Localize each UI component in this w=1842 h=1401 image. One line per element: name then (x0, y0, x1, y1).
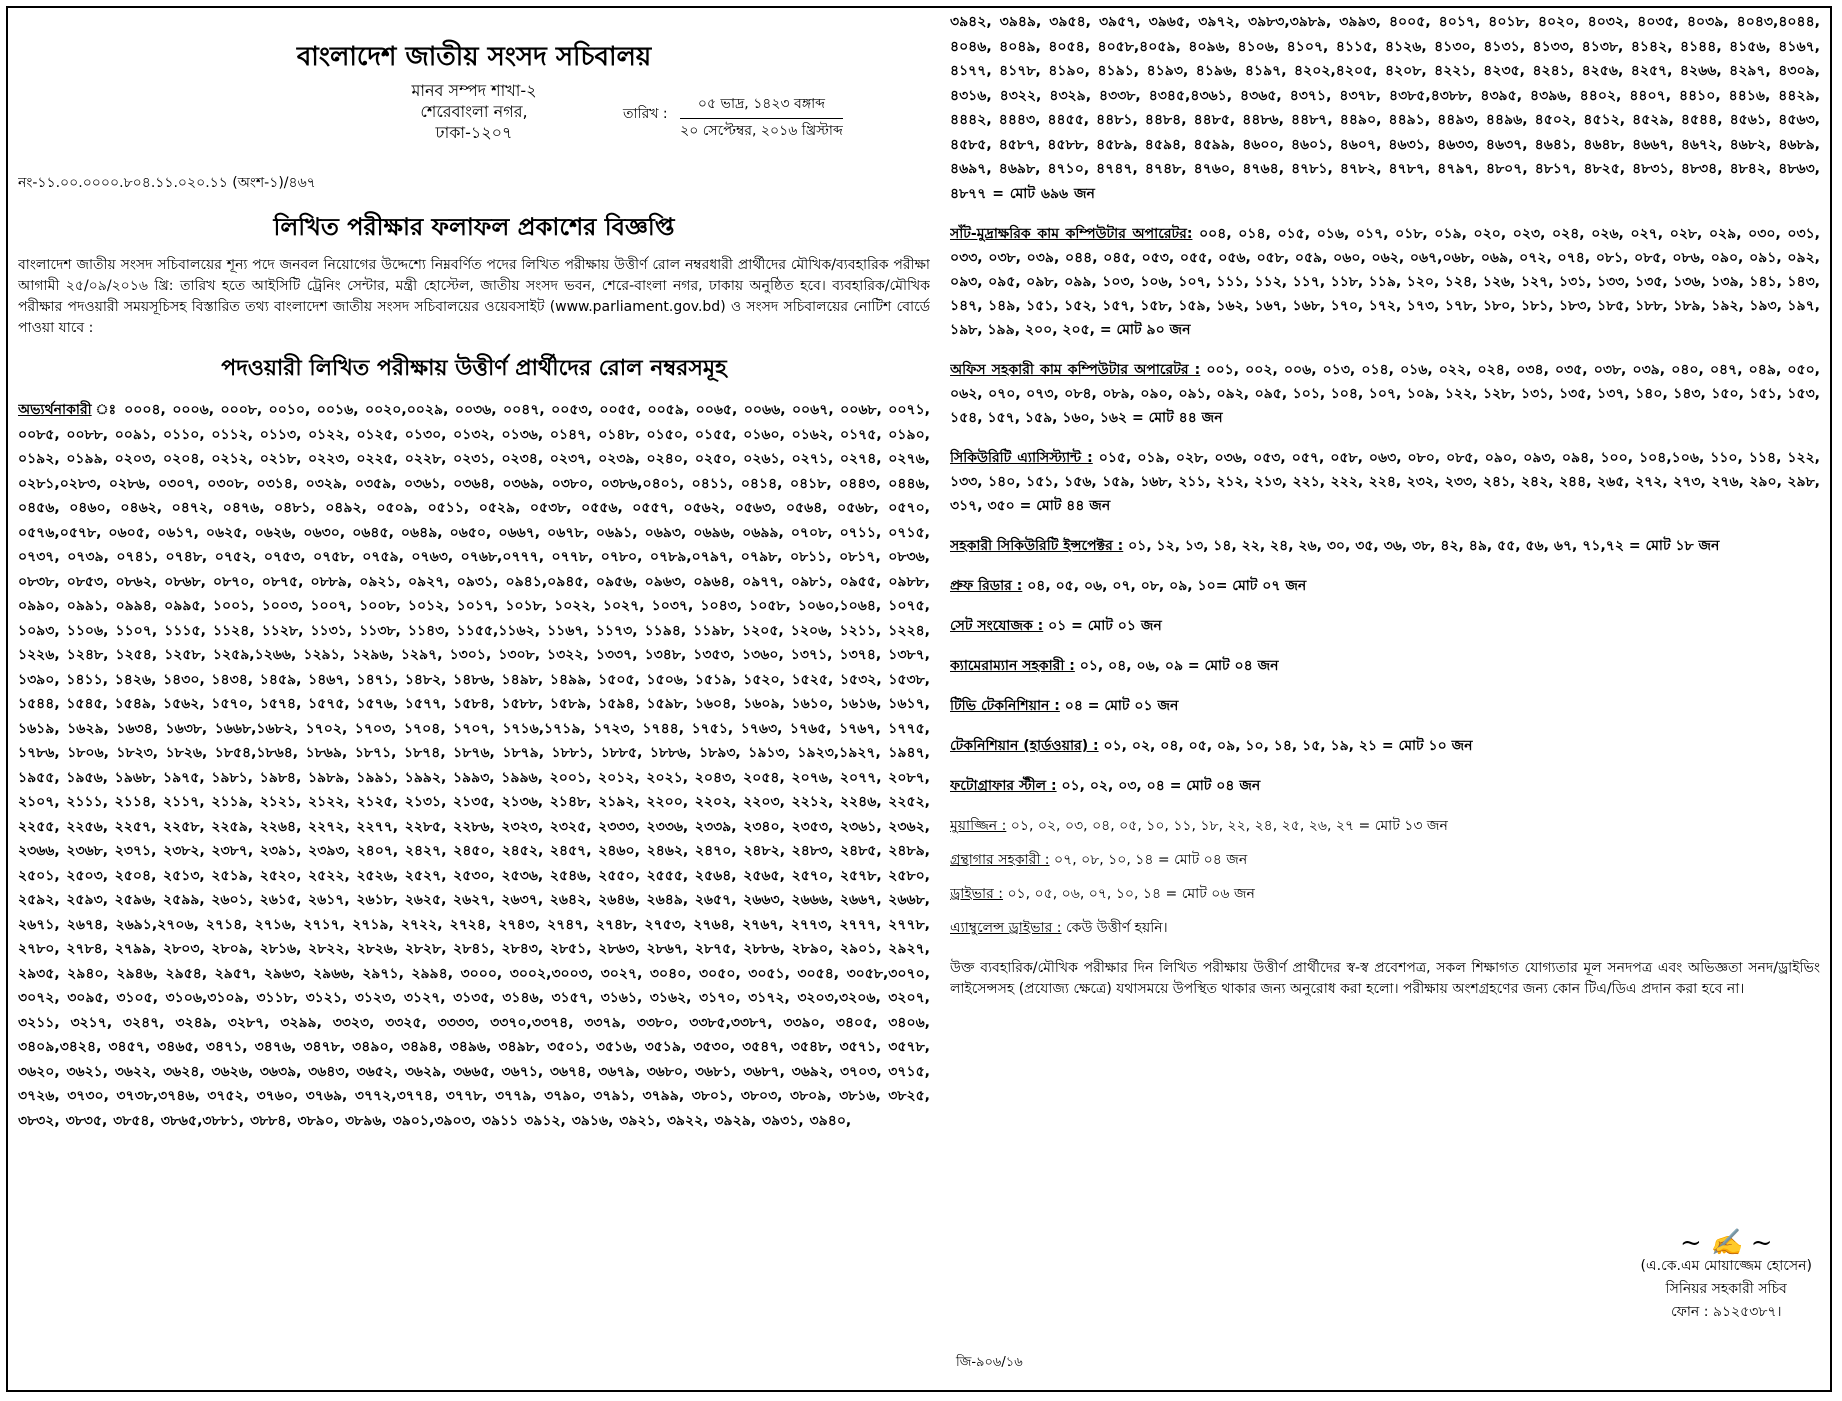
post-rolls: ০১, ০৫, ০৬, ০৭, ১০, ১৪ = মোট ০৬ জন (1007, 886, 1255, 902)
post-label: এ্যাম্বুলেন্স ড্রাইভার : (950, 920, 1062, 936)
post-rolls: ০৪ = মোট ০১ জন (1064, 698, 1179, 714)
date-label: তারিখ : (623, 106, 668, 122)
results-subtitle: পদওয়ারী লিখিত পরীক্ষায় উত্তীর্ণ প্রার্থীদের রোল নম্বরসমূহ (221, 355, 727, 381)
receptionist-rolls-continued: ৩৯৪২, ৩৯৪৯, ৩৯৫৪, ৩৯৫৭, ৩৯৬৫, ৩৯৭২, ৩৯৮৩,৩৯৮৯, ৩৯৯৩, ৪০০৫, ৪০১৭, ৪০১৮, ৪০২০, ৪০৩২, ৪০৩৫, ৪০৩৯, ৪০৪৩,৪০৪৪, ৪০৪৬, ৪০৪৯, ৪০৫৪, ৪০৫৮,৪০৫৯, ৪০৯৬, ৪১০৬, ৪১০৭, ৪১১৫, ৪১২৬, ৪১৩০, ৪১৩১, ৪১৩৩, ৪১৩৮, ৪১৪২, ৪১৪৪, ৪১৫৬, ৪১৬৭, ৪১৭৭, ৪১৭৮, ৪১৯০, ৪১৯১, ৪১৯৩, ৪১৯৬, ৪১৯৭, ৪২০২,৪২০৫, ৪২০৮, ৪২২১, ৪২৩৫, ৪২৪১, ৪২৫৬, ৪২৫৭, ৪২৬৬, ৪২৯৭, ৪৩০৯, ৪৩১৬, ৪৩২২, ৪৩২৯, ৪৩৩৮, ৪৩৪৫,৪৩৬১, ৪৩৬৫, ৪৩৭১, ৪৩৭৮, ৪৩৮৫,৪৩৮৮, ৪৩৯৫, ৪৩৯৬, ৪৪০২, ৪৪০৭, ৪৪১০, ৪৪১৬, ৪৪২৯, ৪৪৪২, ৪৪৪৩, ৪৪৫৫, ৪৪৮১, ৪৪৮৪, ৪৪৮৫, ৪৪৮৬, ৪৪৮৭, ৪৪৯০, ৪৪৯১, ৪৪৯৩, ৪৪৯৬, ৪৫০২, ৪৫১২, ৪৫২৯, ৪৫৪৪, ৪৫৬১, ৪৫৬৩, ৪৫৮৫, ৪৫৮৭, ৪৫৮৮, ৪৫৮৯, ৪৫৯৪, ৪৫৯৯, ৪৬০০, ৪৬০১, ৪৬০৭, ৪৬৩১, ৪৬৩৩, ৪৬৩৭, ৪৬৪১, ৪৬৪৮, ৪৬৬৭, ৪৬৭২, ৪৬৮২, ৪৬৮৯, ৪৬৯৭, ৪৬৯৮, ৪৭১০, ৪৭৪৭, ৪৭৪৮, ৪৭৬০, ৪৭৬৪, ৪৭৮১, ৪৭৮২, ৪৭৮৭, ৪৭৯৭, ৪৮০৭, ৪৮১৭, ৪৮২৫, ৪৮৩১, ৪৮৩৪, ৪৮৪২, ৪৮৬৩, ৪৮৭৭ = মোট ৬৯৬ জন (950, 14, 1820, 202)
org-name: বাংলাদেশ জাতীয় সংসদ সচিবালয় (296, 42, 652, 72)
post-section (950, 814, 1820, 838)
right-column (950, 10, 1820, 1390)
receptionist-label: অভ্যর্থনাকারী (18, 402, 92, 418)
receptionist-roll-list: ০০০৪, ০০০৬, ০০০৮, ০০১০, ০০১৬, ০০২০,০০২৯, ০০৩৬, ০০৪৭, ০০৫৩, ০০৫৫, ০০৫৯, ০০৬৫, ০০৬৬, ০০৬৭, ০০৬৮, ০০৭১, ০০৮৫, ০০৮৮, ০০৯১, ০১১০, ০১১২, ০১১৩, ০১২২, ০১২৫, ০১৩০, ০১৩২, ০১৩৬, ০১৪৭, ০১৪৮, ০১৫০, ০১৫৫, ০১৬০, ০১৬২, ০১৭৫, ০১৯০, ০১৯২, ০১৯৯, ০২০৩, ০২০৪, ০২১২, ০২১৮, ০২২৩, ০২২৫, ০২২৮, ০২৩১, ০২৩৪, ০২৩৭, ০২৩৯, ০২৪০, ০২৫০, ০২৬১, ০২৭১, ০২৭৪, ০২৭৬, ০২৮১,০২৮৩, ০২৮৬, ০৩০৭, ০৩০৮, ০৩১৪, ০৩২৯, ০৩৫৯, ০৩৬১, ০৩৬৪, ০৩৬৯, ০৩৮০, ০৩৮৬,০৪০১, ০৪১১, ০৪১৪, ০৪১৮, ০৪৪৩, ০৪৪৬, ০৪৫৬, ০৪৬০, ০৪৬২, ০৪৭২, ০৪৭৬, ০৪৮১, ০৪৯২, ০৫০৯, ০৫১১, ০৫২৯, ০৫৩৮, ০৫৫৬, ০৫৫৭, ০৫৬২, ০৫৬৩, ০৫৬৪, ০৫৬৮, ০৫৭০, ০৫৭৬,০৫৭৮, ০৬০৫, ০৬১৭, ০৬২৫, ০৬২৬, ০৬৩০, ০৬৪৫, ০৬৪৯, ০৬৫০, ০৬৬৭, ০৬৭৮, ০৬৯১, ০৬৯৩, ০৬৯৬, ০৬৯৯, ০৭০৮, ০৭১১, ০৭১৫, ০৭৩৭, ০৭৩৯, ০৭৪১, ০৭৪৮, ০৭৫২, ০৭৫৩, ০৭৫৮, ০৭৫৯, ০৭৬৩, ০৭৬৮,০৭৭৭, ০৭৭৮, ০৭৮০, ০৭৮৯,০৭৯৭, ০৭৯৮, ০৮১১, ০৮১৭, ০৮৩৬, ০৮৩৮, ০৮৫৩, ০৮৬২, ০৮৬৮, ০৮৭০, ০৮৭৫, ০৮৮৯, ০৯২১, ০৯২৭, ০৯৩১, ০৯৪১,০৯৪৫, ০৯৫৬, ০৯৬৩, ০৯৬৪, ০৯৭৭, ০৯৮১, ০৯৫৫, ০৯৮৮, ০৯৯০, ০৯৯১, ০৯৯৪, ০৯৯৫, ১০০১, ১০০৩, ১০০৭, ১০০৮, ১০১২, ১০১৭, ১০১৮, ১০২২, ১০২৭, ১০৩৭, ১০৪৩, ১০৫৮, ১০৬০,১০৬৪, ১০৭৫, ১০৯৩, ১১০৬, ১১০৭, ১১১৫, ১১২৪, ১১২৮, ১১৩১, ১১৩৮, ১১৪৩, ১১৫৫,১১৬২, ১১৬৭, ১১৭৩, ১১৯৪, ১১৯৮, ১২০৫, ১২০৬, ১২১১, ১২২৪, ১২২৬, ১২৪৮, ১২৫৪, ১২৫৮, ১২৫৯,১২৬৬, ১২৯১, ১২৯৬, ১২৯৭, ১৩০১, ১৩০৮, ১৩২২, ১৩৩৭, ১৩৪৮, ১৩৫৩, ১৩৬০, ১৩৭১, ১৩৭৪, ১৩৮৭, ১৩৯০, ১৪১১, ১৪২৬, ১৪৩০, ১৪৩৪, ১৪৫৯, ১৪৬৭, ১৪৭১, ১৪৮২, ১৪৮৬, ১৪৯৮, ১৪৯৯, ১৫০৫, ১৫০৬, ১৫১৯, ১৫২০, ১৫২৫, ১৫৩২, ১৫৩৮, ১৫৪৪, ১৫৪৫, ১৫৪৯, ১৫৬২, ১৫৭০, ১৫৭৪, ১৫৭৫, ১৫৭৬, ১৫৭৭, ১৫৮৪, ১৫৮৮, ১৫৮৯, ১৫৯৪, ১৫৯৮, ১৬০৪, ১৬০৯, ১৬১০, ১৬১৬, ১৬১৭, ১৬১৯, ১৬২৯, ১৬৩৪, ১৬৩৮, ১৬৬৮,১৬৮২, ১৭০২, ১৭০৩, ১৭০৪, ১৭০৭, ১৭১৬,১৭১৯, ১৭২৩, ১৭৪৪, ১৭৫১, ১৭৬৩, ১৭৬৫, ১৭৬৭, ১৭৭৫, ১৭৮৬, ১৮০৬, ১৮২৩, ১৮২৬, ১৮৫৪,১৮৬৪, ১৮৬৯, ১৮৭১, ১৮৭৪, ১৮৭৬, ১৮৭৯, ১৮৮১, ১৮৮৫, ১৮৮৬, ১৮৯৩, ১৯১৩, ১৯২৩,১৯২৭, ১৯৪৭, ১৯৫৫, ১৯৫৬, ১৯৬৮, ১৯৭৫, ১৯৮১, ১৯৮৪, ১৯৮৯, ১৯৯১, ১৯৯২, ১৯৯৩, ১৯৯৬, ২০০১, ২০১২, ২০২১, ২০৪৩, ২০৫৪, ২০৭৬, ২০৭৭, ২০৮৭, ২১০৭, ২১১১, ২১১৪, ২১১৭, ২১১৯, ২১২১, ২১২২, ২১২৫, ২১৩১, ২১৩৫, ২১৩৬, ২১৪৮, ২১৯২, ২২০০, ২২০২, ২২০৩, ২২১২, ২২৪৬, ২২৫২, ২২৫৫, ২২৫৬, ২২৫৭, ২২৫৮, ২২৫৯, ২২৬৪, ২২৭২, ২২৭৭, ২২৮৫, ২২৮৬, ২৩২৩, ২৩২৫, ২৩৩৩, ২৩৩৬, ২৩৩৯, ২৩৪০, ২৩৫৩, ২৩৬১, ২৩৬২, ২৩৬৬, ২৩৬৮, ২৩৭১, ২৩৮২, ২৩৮৭, ২৩৯১, ২৩৯৩, ২৪০৭, ২৪২৭, ২৪৫০, ২৪৫২, ২৪৫৭, ২৪৬০, ২৪৬২, ২৪৭০, ২৪৮২, ২৪৮৩, ২৪৮৫, ২৪৮৯, ২৫০১, ২৫০৩, ২৫০৪, ২৫১৩, ২৫১৯, ২৫২০, ২৫২২, ২৫২৬, ২৫২৭, ২৫৩০, ২৫৩৬, ২৫৪৬, ২৫৫০, ২৫৫৫, ২৫৬৪, ২৫৬৫, ২৫৭০, ২৫৭৮, ২৫৮০, ২৫৯২, ২৫৯৩, ২৫৯৬, ২৫৯৯, ২৬০১, ২৬১৫, ২৬১৭, ২৬১৮, ২৬২৫, ২৬২৭, ২৬৩৭, ২৬৪২, ২৬৪৬, ২৬৪৯, ২৬৫৭, ২৬৬৩, ২৬৬৬, ২৬৬৭, ২৬৬৮, ২৬৭১, ২৬৭৪, ২৬৯১,২৭০৬, ২৭১৪, ২৭১৬, ২৭১৭, ২৭১৯, ২৭২২, ২৭২৪, ২৭৪৩, ২৭৪৭, ২৭৪৮, ২৭৫৩, ২৭৬৪, ২৭৬৭, ২৭৭৩, ২৭৭৭, ২৭৭৮, ২৭৮০, ২৭৮৪, ২৭৯৯, ২৮০৩, ২৮০৯, ২৮১৬, ২৮২২, ২৮২৬, ২৮২৮, ২৮৪১, ২৮৪৩, ২৮৫১, ২৮৬৩, ২৮৬৭, ২৮৭৫, ২৮৮৬, ২৮৯০, ২৯০১, ২৯২৭, ২৯৩৫, ২৯৪০, ২৯৪৬, ২৯৫৪, ২৯৫৭, ২৯৬৩, ২৯৬৬, ২৯৭১, ২৯৯৪, ৩০০০, ৩০০২,৩০০৩, ৩০২৭, ৩০৪০, ৩০৫০, ৩০৫১, ৩০৫৪, ৩০৫৮,৩০৭০, ৩০৭২, ৩০৯৫, ৩১০৫, ৩১০৬,৩১০৯, ৩১১৮, ৩১২১, ৩১২৩, ৩১২৭, ৩১৩৫, ৩১৪৬, ৩১৫৭, ৩১৬১, ৩১৬২, ৩১৭০, ৩১৭২, ৩২০৩,৩২০৬, ৩২০৭, ৩২১১, ৩২১৭, ৩২৪৭, ৩২৪৯, ৩২৮৭, ৩২৯৯, ৩৩২৩, ৩৩২৫, ৩৩৩৩, ৩৩৭০,৩৩৭৪, ৩৩৭৯, ৩৩৮০, ৩৩৮৫,৩৩৮৭, ৩৩৯০, ৩৪০৫, ৩৪০৬, ৩৪০৯,৩৪২৪, ৩৪৫৭, ৩৪৬৫, ৩৪৭১, ৩৪৭৬, ৩৪৭৮, ৩৪৯০, ৩৪৯৪, ৩৪৯৬, ৩৪৯৮, ৩৫০১, ৩৫১৬, ৩৫১৯, ৩৫৩০, ৩৫৪৭, ৩৫৪৮, ৩৫৭১, ৩৫৭৮, ৩৬২০, ৩৬২১, ৩৬২২, ৩৬২৪, ৩৬২৬, ৩৬৩৯, ৩৬৪৩, ৩৬৫২, ৩৬২৯, ৩৬৬৫, ৩৬৭১, ৩৬৭৪, ৩৬৭৯, ৩৬৮০, ৩৬৮১, ৩৬৮৭, ৩৬৯২, ৩৭০৩, ৩৭১৫, ৩৭২৬, ৩৭৩০, ৩৭৩৮,৩৭৪৬, ৩৭৫২, ৩৭৬০, ৩৭৬৯, ৩৭৭২,৩৭৭৪, ৩৭৭৮, ৩৭৭৯, ৩৭৯০, ৩৭৯১, ৩৭৯৯, ৩৮০১, ৩৮০৩, ৩৮০৯, ৩৮১৬, ৩৮২৫, ৩৮৩২, ৩৮৩৫, ৩৮৫৪, ৩৮৬৫,৩৮৮১, ৩৮৮৪, ৩৮৯০, ৩৮৯৬, ৩৯০১,৩৯০৩, ৩৯১১ ৩৯১২, ৩৯১৬, ৩৯২১, ৩৯২২, ৩৯২৯, ৩৯৩১, ৩৯৪০, (18, 402, 930, 1129)
post-rolls: ০১, ০২, ০৪, ০৫, ০৯, ১০, ১৪, ১৫, ১৯, ২১ = মোট ১০ জন (1103, 738, 1473, 754)
post-label: মুয়াজ্জিন : (950, 818, 1007, 834)
post-section (950, 848, 1820, 872)
post-label: টেকনিশিয়ান (হার্ডওয়ার) : (950, 738, 1099, 754)
notice-code: জি-৯০৬/১৬ (956, 1355, 1023, 1370)
left-column (18, 10, 930, 1390)
post-label: সেট সংযোজক : (950, 618, 1044, 634)
post-section (950, 614, 1820, 638)
post-section (950, 574, 1820, 598)
post-rolls: ০১, ০২, ০৩, ০৪, ০৫, ১০, ১১, ১৮, ২২, ২৪, ২৫, ২৬, ২৭ = মোট ১৩ জন (1010, 818, 1448, 834)
post-rolls: ০১, ০৪, ০৬, ০৯ = মোট ০৪ জন (1079, 658, 1279, 674)
instructions-note: উক্ত ব্যবহারিক/মৌখিক পরীক্ষার দিন লিখিত পরীক্ষায় উত্তীর্ণ প্রার্থীদের স্ব-স্ব প্রবেশপত্র, সকল শিক্ষাগত যোগ্যতার মূল সনদপত্র এবং অভিজ্ঞতা সনদ/ড্রাইভিং লাইসেন্সসহ (প্রযোজ্য ক্ষেত্রে) যথাসময়ে উপস্থিত থাকার জন্য অনুরোধ করা হলো। পরীক্ষায় অংশগ্রহণের জন্য কোন টিএ/ডিএ প্রদান করা হবে না। (950, 960, 1820, 997)
post-rolls: ০০১, ০০২, ০০৬, ০১৩, ০১৪, ০১৬, ০২২, ০২৪, ০৩৪, ০৩৫, ০৩৮, ০৩৯, ০৪০, ০৪৭, ০৪৯, ০৫০, ০৬২, ০৭০, ০৭৩, ০৮৪, ০৮৯, ০৯০, ০৯১, ০৯২, ০৯৫, ১০১, ১০৪, ১০৭, ১০৯, ১২২, ১২৮, ১৩১, ১৩৫, ১৩৭, ১৪০, ১৪৩, ১৫০, ১৫১, ১৫৩, ১৫৪, ১৫৭, ১৫৯, ১৬০, ১৬২ = মোট ৪৪ জন (950, 362, 1820, 426)
post-section (950, 358, 1820, 430)
memo-number: নং-১১.০০.০০০০.৮০৪.১১.০২০.১১ (অংশ-১)/৪৬৭ (18, 175, 316, 191)
post-section (950, 916, 1820, 940)
post-section (950, 534, 1820, 558)
signature-block (1640, 1228, 1812, 1324)
signatory-name: (এ.কে.এম মোয়াজ্জেম হোসেন) (1640, 1258, 1812, 1274)
receptionist-rolls: অভ্যর্থনাকারী ঃ ০০০৪, ০০০৬, ০০০৮, ০০১০, ০০১৬, ০০২০,০০২৯, ০০৩৬, ০০৪৭, ০০৫৩, ০০৫৫, ০০৫৯, ০০৬৫, ০০৬৬, ০০৬৭, ০০৬৮, ০০৭১, ০০৮৫, ০০৮৮, ০০৯১, ০১১০, ০১১২, ০১১৩, ০১২২, ০১২৫, ০১৩০, ০১৩২, ০১৩৬, ০১৪৭, ০১৪৮, ০১৫০, ০১৫৫, ০১৬০, ০১৬২, ০১৭৫, ০১৯০, ০১৯২, ০১৯৯, ০২০৩, ০২০৪, ০২১২, ০২১৮, ০২২৩, ০২২৫, ০২২৮, ০২৩১, ০২৩৪, ০২৩৭, ০২৩৯, ০২৪০, ০২৫০, ০২৬১, ০২৭১, ০২৭৪, ০২৭৬, ০২৮১,০২৮৩, ০২৮৬, ০৩০৭, ০৩০৮, ০৩১৪, ০৩২৯, ০৩৫৯, ০৩৬১, ০৩৬৪, ০৩৬৯, ০৩৮০, ০৩৮৬,০৪০১, ০৪১১, ০৪১৪, ০৪১৮, ০৪৪৩, ০৪৪৬, ০৪৫৬, ০৪৬০, ০৪৬২, ০৪৭২, ০৪৭৬, ০৪৮১, ০৪৯২, ০৫০৯, ০৫১১, ০৫২৯, ০৫৩৮, ০৫৫৬, ০৫৫৭, ০৫৬২, ০৫৬৩, ০৫৬৪, ০৫৬৮, ০৫৭০, ০৫৭৬,০৫৭৮, ০৬০৫, ০৬১৭, ০৬২৫, ০৬২৬, ০৬৩০, ০৬৪৫, ০৬৪৯, ০৬৫০, ০৬৬৭, ০৬৭৮, ০৬৯১, ০৬৯৩, ০৬৯৬, ০৬৯৯, ০৭০৮, ০৭১১, ০৭১৫, ০৭৩৭, ০৭৩৯, ০৭৪১, ০৭৪৮, ০৭৫২, ০৭৫৩, ০৭৫৮, ০৭৫৯, ০৭৬৩, ০৭৬৮,০৭৭৭, ০৭৭৮, ০৭৮০, ০৭৮৯,০৭৯৭, ০৭৯৮, ০৮১১, ০৮১৭, ০৮৩৬, ০৮৩৮, ০৮৫৩, ০৮৬২, ০৮৬৮, ০৮৭০, ০৮৭৫, ০৮৮৯, ০৯২১, ০৯২৭, ০৯৩১, ০৯৪১,০৯৪৫, ০৯৫৬, ০৯৬৩, ০৯৬৪, ০৯৭৭, ০৯৮১, ০৯৫৫, ০৯৮৮, ০৯৯০, ০৯৯১, ০৯৯৪, ০৯৯৫, ১০০১, ১০০৩, ১০০৭, ১০০৮, ১০১২, ১০১৭, ১০১৮, ১০২২, ১০২৭, ১০৩৭, ১০৪৩, ১০৫৮, ১০৬০,১০৬৪, ১০৭৫, ১০৯৩, ১১০৬, ১১০৭, ১১১৫, ১১২৪, ১১২৮, ১১৩১, ১১৩৮, ১১৪৩, ১১৫৫,১১৬২, ১১৬৭, ১১৭৩, ১১৯৪, ১১৯৮, ১২০৫, ১২০৬, ১২১১, ১২২৪, ১২২৬, ১২৪৮, ১২৫৪, ১২৫৮, ১২৫৯,১২৬৬, ১২৯১, ১২৯৬, ১২৯৭, ১৩০১, ১৩০৮, ১৩২২, ১৩৩৭, ১৩৪৮, ১৩৫৩, ১৩৬০, ১৩৭১, ১৩৭৪, ১৩৮৭, ১৩৯০, ১৪১১, ১৪২৬, ১৪৩০, ১৪৩৪, ১৪৫৯, ১৪৬৭, ১৪৭১, ১৪৮২, ১৪৮৬, ১৪৯৮, ১৪৯৯, ১৫০৫, ১৫০৬, ১৫১৯, ১৫২০, ১৫২৫, ১৫৩২, ১৫৩৮, ১৫৪৪, ১৫৪৫, ১৫৪৯, ১৫৬২, ১৫৭০, ১৫৭৪, ১৫৭৫, ১৫৭৬, ১৫৭৭, ১৫৮৪, ১৫৮৮, ১৫৮৯, ১৫৯৪, ১৫৯৮, ১৬০৪, ১৬০৯, ১৬১০, ১৬১৬, ১৬১৭, ১৬১৯, ১৬২৯, ১৬৩৪, ১৬৩৮, ১৬৬৮,১৬৮২, ১৭০২, ১৭০৩, ১৭০৪, ১৭০৭, ১৭১৬,১৭১৯, ১৭২৩, ১৭৪৪, ১৭৫১, ১৭৬৩, ১৭৬৫, ১৭৬৭, ১৭৭৫, ১৭৮৬, ১৮০৬, ১৮২৩, ১৮২৬, ১৮৫৪,১৮৬৪, ১৮৬৯, ১৮৭১, ১৮৭৪, ১৮৭৬, ১৮৭৯, ১৮৮১, ১৮৮৫, ১৮৮৬, ১৮৯৩, ১৯১৩, ১৯২৩,১৯২৭, ১৯৪৭, ১৯৫৫, ১৯৫৬, ১৯৬৮, ১৯৭৫, ১৯৮১, ১৯৮৪, ১৯৮৯, ১৯৯১, ১৯৯২, ১৯৯৩, ১৯৯৬, ২০০১, ২০১২, ২০২১, ২০৪৩, ২০৫৪, ২০৭৬, ২০৭৭, ২০৮৭, ২১০৭, ২১১১, ২১১৪, ২১১৭, ২১১৯, ২১২১, ২১২২, ২১২৫, ২১৩১, ২১৩৫, ২১৩৬, ২১৪৮, ২১৯২, ২২০০, ২২০২, ২২০৩, ২২১২, ২২৪৬, ২২৫২, ২২৫৫, ২২৫৬, ২২৫৭, ২২৫৮, ২২৫৯, ২২৬৪, ২২৭২, ২২৭৭, ২২৮৫, ২২৮৬, ২৩২৩, ২৩২৫, ২৩৩৩, ২৩৩৬, ২৩৩৯, ২৩৪০, ২৩৫৩, ২৩৬১, ২৩৬২, ২৩৬৬, ২৩৬৮, ২৩৭১, ২৩৮২, ২৩৮৭, ২৩৯১, ২৩৯৩, ২৪০৭, ২৪২৭, ২৪৫০, ২৪৫২, ২৪৫৭, ২৪৬০, ২৪৬২, ২৪৭০, ২৪৮২, ২৪৮৩, ২৪৮৫, ২৪৮৯, ২৫০১, ২৫০৩, ২৫০৪, ২৫১৩, ২৫১৯, ২৫২০, ২৫২২, ২৫২৬, ২৫২৭, ২৫৩০, ২৫৩৬, ২৫৪৬, ২৫৫০, ২৫৫৫, ২৫৬৪, ২৫৬৫, ২৫৭০, ২৫৭৮, ২৫৮০, ২৫৯২, ২৫৯৩, ২৫৯৬, ২৫৯৯, ২৬০১, ২৬১৫, ২৬১৭, ২৬১৮, ২৬২৫, ২৬২৭, ২৬৩৭, ২৬৪২, ২৬৪৬, ২৬৪৯, ২৬৫৭, ২৬৬৩, ২৬৬৬, ২৬৬৭, ২৬৬৮, ২৬৭১, ২৬৭৪, ২৬৯১,২৭০৬, ২৭১৪, ২৭১৬, ২৭১৭, ২৭১৯, ২৭২২, ২৭২৪, ২৭৪৩, ২৭৪৭, ২৭৪৮, ২৭৫৩, ২৭৬৪, ২৭৬৭, ২৭৭৩, ২৭৭৭, ২৭৭৮, ২৭৮০, ২৭৮৪, ২৭৯৯, ২৮০৩, ২৮০৯, ২৮১৬, ২৮২২, ২৮২৬, ২৮২৮, ২৮৪১, ২৮৪৩, ২৮৫১, ২৮৬৩, ২৮৬৭, ২৮৭৫, ২৮৮৬, ২৮৯০, ২৯০১, ২৯২৭, ২৯৩৫, ২৯৪০, ২৯৪৬, ২৯৫৪, ২৯৫৭, ২৯৬৩, ২৯৬৬, ২৯৭১, ২৯৯৪, ৩০০০, ৩০০২,৩০০৩, ৩০২৭, ৩০৪০, ৩০৫০, ৩০৫১, ৩০৫৪, ৩০৫৮,৩০৭০, ৩০৭২, ৩০৯৫, ৩১০৫, ৩১০৬,৩১০৯, ৩১১৮, ৩১২১, ৩১২৩, ৩১২৭, ৩১৩৫, ৩১৪৬, ৩১৫৭, ৩১৬১, ৩১৬২, ৩১৭০, ৩১৭২, ৩২০৩,৩২০৬, ৩২০৭, ৩২১১, ৩২১৭, ৩২৪৭, ৩২৪৯, ৩২৮৭, ৩২৯৯, ৩৩২৩, ৩৩২৫, ৩৩৩৩, ৩৩৭০,৩৩৭৪, ৩৩৭৯, ৩৩৮০, ৩৩৮৫,৩৩৮৭, ৩৩৯০, ৩৪০৫, ৩৪০৬, ৩৪০৯,৩৪২৪, ৩৪৫৭, ৩৪৬৫, ৩৪৭১, ৩৪৭৬, ৩৪৭৮, ৩৪৯০, ৩৪৯৪, ৩৪৯৬, ৩৪৯৮, ৩৫০১, ৩৫১৬, ৩৫১৯, ৩৫৩০, ৩৫৪৭, ৩৫৪৮, ৩৫৭১, ৩৫৭৮, ৩৬২০, ৩৬২১, ৩৬২২, ৩৬২৪, ৩৬২৬, ৩৬৩৯, ৩৬৪৩, ৩৬৫২, ৩৬২৯, ৩৬৬৫, ৩৬৭১, ৩৬৭৪, ৩৬৭৯, ৩৬৮০, ৩৬৮১, ৩৬৮৭, ৩৬৯২, ৩৭০৩, ৩৭১৫, ৩৭২৬, ৩৭৩০, ৩৭৩৮,৩৭৪৬, ৩৭৫২, ৩৭৬০, ৩৭৬৯, ৩৭৭২,৩৭৭৪, ৩৭৭৮, ৩৭৭৯, ৩৭৯০, ৩৭৯১, ৩৭৯৯, ৩৮০১, ৩৮০৩, ৩৮০৯, ৩৮১৬, ৩৮২৫, ৩৮৩২, ৩৮৩৫, ৩৮৫৪, ৩৮৬৫,৩৮৮১, ৩৮৮৪, ৩৮৯০, ৩৮৯৬, ৩৯০১,৩৯০৩, ৩৯১১ ৩৯১২, ৩৯১৬, ৩৯২১, ৩৯২২, ৩৯২৯, ৩৯৩১, ৩৯৪০, (18, 402, 930, 1129)
post-rolls: ০১, ০২, ০৩, ০৪ = মোট ০৪ জন (1061, 778, 1261, 794)
post-rolls: ০৭, ০৮, ১০, ১৪ = মোট ০৪ জন (1053, 852, 1248, 868)
post-label: ক্যামেরাম্যান সহকারী : (950, 658, 1075, 674)
post-label: টিভি টেকনিশিয়ান : (950, 698, 1060, 714)
date-block (623, 92, 843, 143)
address-line-1: শেরেবাংলা নগর, (420, 102, 528, 121)
post-label: সহকারী সিকিউরিটি ইন্সপেক্টর : (950, 538, 1124, 554)
date-english: ২০ সেপ্টেম্বর, ২০১৬ খ্রিস্টাব্দ (680, 123, 843, 139)
post-label: প্রুফ রিডার : (950, 578, 1023, 594)
post-rolls: ০০৪, ০১৪, ০১৫, ০১৬, ০১৭, ০১৮, ০১৯, ০২০, ০২৩, ০২৪, ০২৬, ০২৭, ০২৮, ০২৯, ০৩০, ০৩১, ০৩৩, ০৩৮, ০৩৯, ০৪৪, ০৪৫, ০৫৩, ০৫৫, ০৫৬, ০৫৮, ০৫৯, ০৬০, ০৬২, ০৬৭,০৬৮, ০৬৯, ০৭২, ০৭৪, ০৮১, ০৮৫, ০৮৬, ০৯০, ০৯১, ০৯২, ০৯৩, ০৯৫, ০৯৮, ০৯৯, ১০৩, ১০৬, ১০৭, ১১১, ১১২, ১১৭, ১১৮, ১১৯, ১২০, ১২৪, ১২৬, ১২৭, ১৩১, ১৩৩, ১৩৫, ১৩৬, ১৩৯, ১৪১, ১৪৩, ১৪৭, ১৪৯, ১৫১, ১৫২, ১৫৭, ১৫৮, ১৫৯, ১৬২, ১৬৭, ১৬৮, ১৭০, ১৭২, ১৭৩, ১৭৮, ১৮০, ১৮১, ১৮৩, ১৮৫, ১৮৮, ১৮৯, ১৯২, ১৯৩, ১৯৭, ১৯৮, ১৯৯, ২০০, ২০৫, = মোট ৯০ জন (950, 226, 1820, 338)
post-label: সাঁট-মুদ্রাক্ষরিক কাম কম্পিউটার অপারেটর: (950, 226, 1193, 242)
intro-paragraph: বাংলাদেশ জাতীয় সংসদ সচিবালয়ের শূন্য পদে জনবল নিয়োগের উদ্দেশ্যে নিম্নবর্ণিত পদের লিখিত পরীক্ষায় উত্তীর্ণ রোল নম্বরধারী প্রার্থীদের মৌখিক/ব্যবহারিক পরীক্ষা আগামী ২৫/০৯/২০১৬ খ্রি: তারিখ হতে আইসিটি ট্রেনিং সেন্টার, মন্ত্রী হোস্টেল, জাতীয় সংসদ ভবন, শেরে-বাংলা নগর, ঢাকায় অনুষ্ঠিত হবে। ব্যবহারিক/মৌখিক পরীক্ষার পদওয়ারী সময়সূচিসহ বিস্তারিত তথ্য বাংলাদেশ জাতীয় সংসদ সচিবালয়ের ওয়েবসাইট (www.parliament.gov.bd) ও সংসদ সচিবালয়ের নোটিশ বোর্ডে পাওয়া যাবে : (18, 257, 930, 336)
post-section (950, 882, 1820, 906)
branch-name: মানব সম্পদ শাখা-২ (411, 81, 537, 100)
post-label: ড্রাইভার : (950, 886, 1003, 902)
post-section (950, 446, 1820, 518)
post-section (950, 222, 1820, 342)
post-section (950, 654, 1820, 678)
post-section (950, 694, 1820, 718)
post-label: ফটোগ্রাফার স্টীল : (950, 778, 1057, 794)
post-rolls: ০৪, ০৫, ০৬, ০৭, ০৮, ০৯, ১০= মোট ০৭ জন (1027, 578, 1307, 594)
post-label: সিকিউরিটি এ্যাসিস্ট্যান্ট : (950, 450, 1093, 466)
post-section (950, 734, 1820, 758)
date-bangla: ০৫ ভাদ্র, ১৪২৩ বঙ্গাব্দ (680, 92, 843, 119)
post-rolls: ০১৫, ০১৯, ০২৮, ০৩৬, ০৫৩, ০৫৭, ০৫৮, ০৬৩, ০৮০, ০৮৫, ০৯০, ০৯৩, ০৯৪, ১০০, ১০৪,১০৬, ১১০, ১১৪, ১২২, ১৩৩, ১৪০, ১৫১, ১৫৬, ১৫৯, ১৬৮, ২১১, ২১২, ২১৩, ২২১, ২২২, ২২৪, ২৩২, ২৩৩, ২৪১, ২৪২, ২৪৪, ২৬৫, ২৭২, ২৭৩, ২৭৬, ২৯০, ২৯৮, ৩১৭, ৩৫০ = মোট ৪৪ জন (950, 450, 1820, 514)
post-rolls: ০১, ১২, ১৩, ১৪, ২২, ২৪, ২৬, ৩০, ৩৫, ৩৬, ৩৮, ৪২, ৪৯, ৫৫, ৫৬, ৬৭, ৭১,৭২ = মোট ১৮ জন (1128, 538, 1720, 554)
post-rolls: ০১ = মোট ০১ জন (1048, 618, 1162, 634)
signatory-designation: সিনিয়র সহকারী সচিব (1665, 1281, 1787, 1297)
post-label: অফিস সহকারী কাম কম্পিউটার অপারেটর : (950, 362, 1201, 378)
signature-image: ~ ✍ ~ (1680, 1228, 1773, 1258)
post-rolls: কেউ উত্তীর্ণ হয়নি। (1065, 920, 1168, 936)
address-line-2: ঢাকা-১২০৭ (435, 123, 513, 142)
post-label: গ্রন্থাগার সহকারী : (950, 852, 1050, 868)
notice-title: লিখিত পরীক্ষার ফলাফল প্রকাশের বিজ্ঞপ্তি (273, 212, 675, 241)
post-section (950, 774, 1820, 798)
signatory-phone: ফোন : ৯১২৫৩৮৭। (1670, 1304, 1782, 1320)
